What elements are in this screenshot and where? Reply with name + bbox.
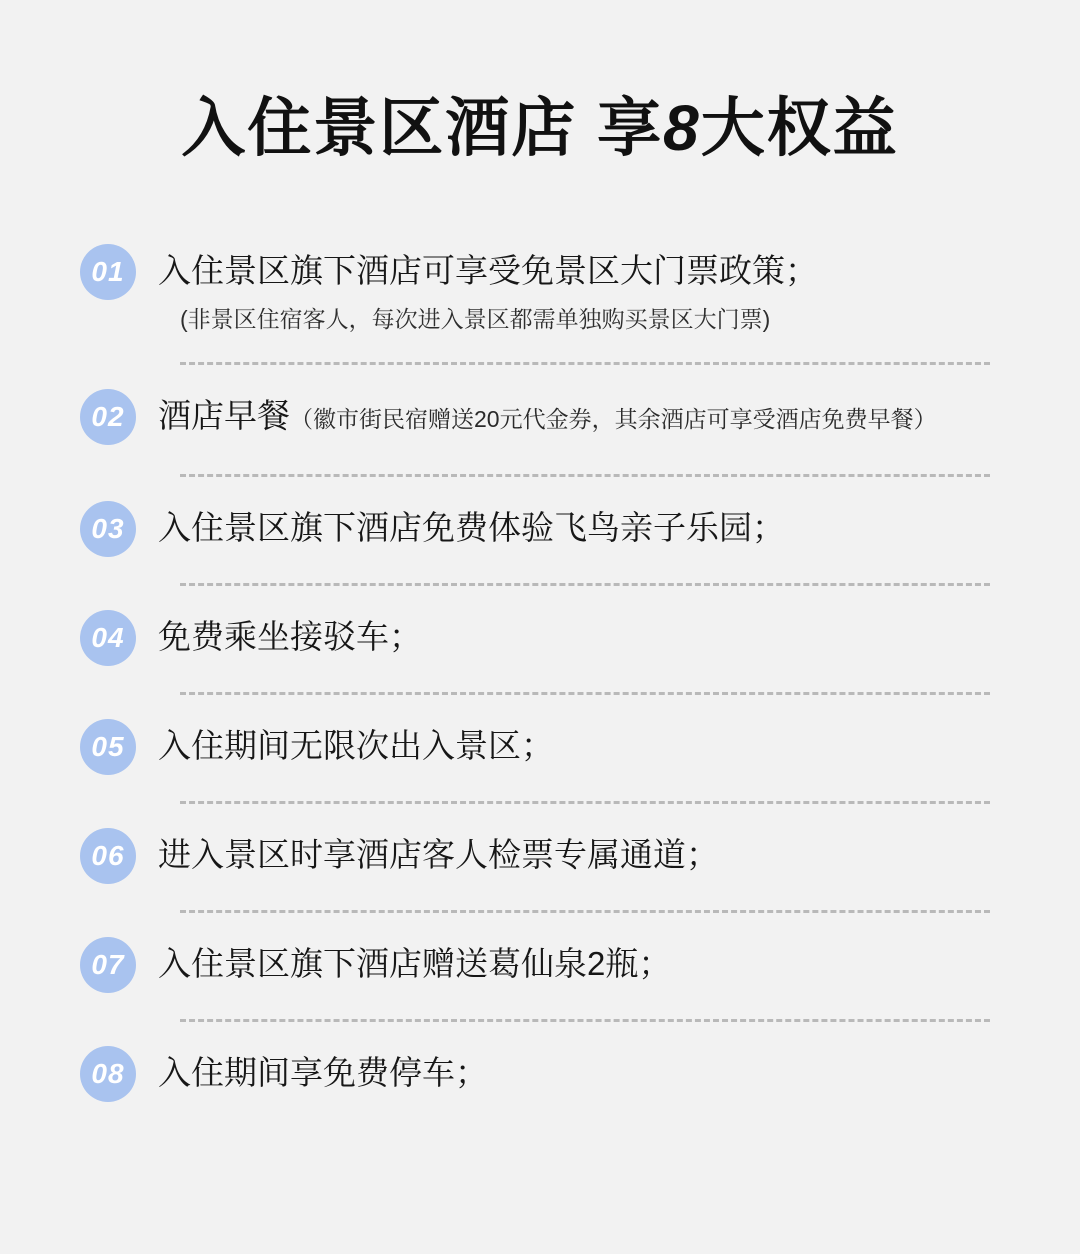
list-item-row <box>80 935 1010 993</box>
list-item-main-text: 酒店早餐 <box>158 396 290 434</box>
list-item-badge: 07 <box>80 937 136 993</box>
list-item <box>80 935 1010 1022</box>
list-divider <box>180 583 990 586</box>
list-item-inline-note: （徽市街民宿赠送20元代金券，其余酒店可享受酒店免费早餐） <box>290 405 937 432</box>
list-item-badge: 05 <box>80 719 136 775</box>
list-item <box>80 499 1010 586</box>
list-divider <box>180 692 990 695</box>
list-item <box>80 242 1010 365</box>
list-item <box>80 826 1010 913</box>
list-item-main-text: 入住期间无限次出入景区； <box>158 726 554 764</box>
page-title <box>0 0 1080 166</box>
list-item-row <box>80 242 1010 300</box>
list-item-badge: 01 <box>80 244 136 300</box>
list-item-badge: 04 <box>80 610 136 666</box>
list-item-main-text: 进入景区时享酒店客人检票专属通道； <box>158 835 719 873</box>
list-item-row <box>80 717 1010 775</box>
list-item-main-text: 免费乘坐接驳车； <box>158 617 422 655</box>
list-item-badge: 02 <box>80 389 136 445</box>
list-item-text <box>136 608 422 666</box>
list-item <box>80 608 1010 695</box>
list-item-main-text: 入住期间享免费停车； <box>158 1053 488 1091</box>
list-item-text <box>136 499 785 557</box>
list-item-row <box>80 1044 1010 1102</box>
list-item-text <box>136 242 818 300</box>
list-item-main-text: 入住景区旗下酒店可享受免景区大门票政策； <box>158 251 818 289</box>
list-item-row <box>80 826 1010 884</box>
list-item-text <box>136 826 719 884</box>
list-item-badge: 03 <box>80 501 136 557</box>
list-divider <box>180 362 990 365</box>
list-item-row <box>80 499 1010 557</box>
list-item-row <box>80 387 1010 448</box>
page-title-number: 8 <box>663 92 701 164</box>
list-item <box>80 387 1010 477</box>
list-divider <box>180 474 990 477</box>
list-divider <box>180 801 990 804</box>
list-item-badge: 06 <box>80 828 136 884</box>
list-item-text <box>136 935 671 993</box>
list-item-note: (非景区住宿客人，每次进入景区都需单独购买景区大门票) <box>180 305 771 332</box>
list-item-row <box>80 608 1010 666</box>
list-item-text <box>136 387 937 448</box>
list-item <box>80 1044 1010 1102</box>
list-item-text <box>136 1044 488 1102</box>
list-item-text <box>136 717 554 775</box>
list-item-badge: 08 <box>80 1046 136 1102</box>
list-item <box>80 717 1010 804</box>
list-item-main-text: 入住景区旗下酒店免费体验飞鸟亲子乐园； <box>158 508 785 546</box>
list-item-main-text: 入住景区旗下酒店赠送葛仙泉2瓶； <box>158 944 672 982</box>
list-divider <box>180 1019 990 1022</box>
list-divider <box>180 910 990 913</box>
page-title-part1: 入住景区酒店 享 <box>181 92 664 164</box>
page-title-part2: 大权益 <box>700 92 899 164</box>
benefits-list <box>0 242 1080 1102</box>
